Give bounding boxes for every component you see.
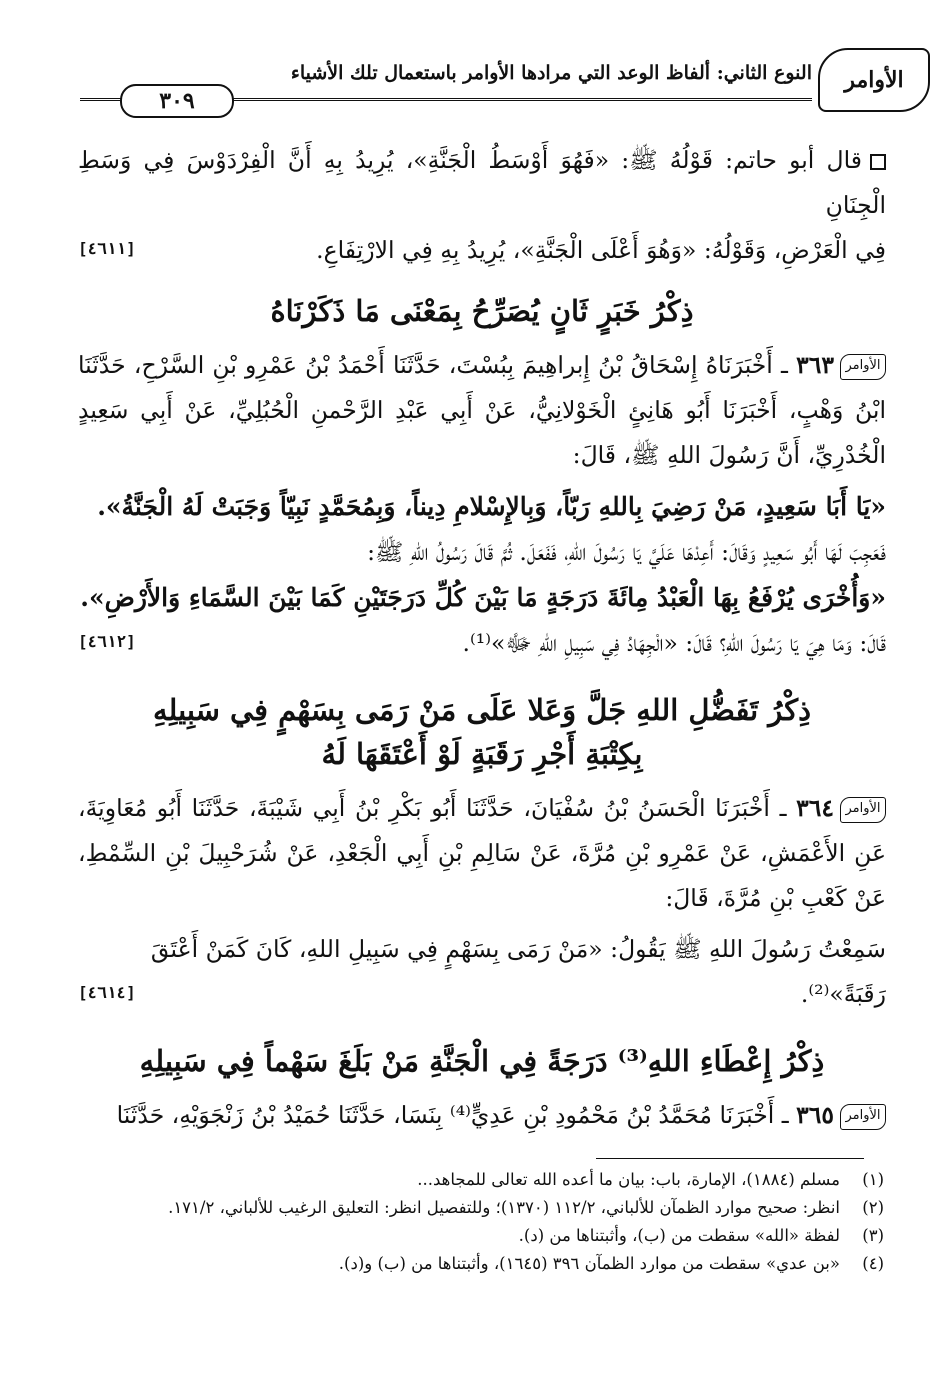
page-number: ٣٠٩ [120,84,234,118]
hadith-reference: [٤٦١٢] [78,632,136,651]
isnad-paragraph: الأوامر٣٦٥ ـ أَخْبَرَنَا مُحَمَّدُ بْنُ مَحْمُودِ بْنِ عَدِيٍّ⁽⁴⁾ بِنَسَا، حَدَّثَنَا حُمَيْدُ بْنُ زَنْجَوَيْهِ، حَدَّثَنَا [78,1093,886,1138]
section-badge-icon: الأوامر [840,354,886,380]
isnad-paragraph: الأوامر٣٦٣ ـ أَخْبَرَنَاهُ إِسْحَاقُ بْنُ إِبراهِيمَ بِبُسْتَ، حَدَّثَنَا أَحْمَدُ بْنُ عَمْرِو بْنِ السَّرْحِ، حَدَّثَنَا ابْنُ وَهْبٍ، أَخْبَرَنَا أَبُو هَانِئٍ الْخَوْلانِيُّ، عَنْ أَبِي عَبْدِ الرَّحْمنِ الْحُبُلِيِّ، عَنْ أَبِي سَعِيدٍ الْخُدْرِيِّ، أَنَّ رَسُولَ اللهِ ﷺ، قَالَ: [78,351,886,469]
footnote [80,1250,884,1278]
matn-line: رَقَبَةً»⁽²⁾. [800,980,886,1008]
section-title: ذِكْرُ خَبَرٍ ثَانٍ يُصَرِّحُ بِمَعْنَى مَا ذَكَرْنَاهُ [270,294,694,328]
isnad-line: عَنِ الأَعْمَشِ، عَنْ عَمْرِو بْنِ مُرَّةَ، عَنْ سَالِمِ بْنِ أَبِي الْجَعْدِ، عَنْ شُرَحْبِيلَ بْنِ السِّمْطِ، عَنْ [78,839,886,912]
hadith-number: ٣٦٥ [796,1101,834,1129]
footnote [80,1194,884,1222]
isnad-line: الْخُدْرِيِّ، أَنَّ رَسُولَ اللهِ ﷺ، قَالَ: [572,441,886,469]
section-title [78,688,886,776]
hadith-number: ٣٦٣ [796,351,834,379]
footnote-text: «بن عدي» سقطت من موارد الظمآن ٣٩٦ (١٦٤٥)، وأثبتناها من (ب) و(د). [338,1254,840,1273]
section-title-line-1: ذِكْرُ تَفَضُّلِ اللهِ جَلَّ وَعَلا عَلَى مَنْ رَمَى بِسَهْمٍ فِي سَبِيلِهِ [152,693,812,727]
matn-text: «وَأُخْرَى يُرْفَعُ بِهَا الْعَبْدُ مِائَةَ دَرَجَةٍ مَا بَيْنَ كُلِّ دَرَجَتَيْنِ كَمَا بَيْنَ السَّمَاءِ وَالأَرْضِ». [80,583,886,612]
footnote-text: لفظة «الله» سقطت من (ب)، وأثبتناها من (د). [518,1226,840,1245]
footnote-rule [596,1158,864,1159]
footnote-number: (٤) [862,1254,884,1273]
matn-text: «يَا أَبَا سَعِيدٍ، مَنْ رَضِيَ بِاللهِ رَبّاً، وَبِالإِسْلامِ دِيناً، وَبِمُحَمَّدٍ نَبِيّاً وَجَبَتْ لَهُ الْجَنَّةُ». [97,492,886,521]
section-title-line-2: بِكِتْبَةِ أَجْرِ رَقَبَةٍ لَوْ أَعْتَقَهَا لَهُ [321,737,643,771]
section-badge-icon: الأوامر [840,1104,886,1130]
isnad-line: حَدَّثَنَا ابْنُ وَهْبٍ، أَخْبَرَنَا أَبُو هَانِئٍ الْخَوْلانِيُّ، عَنْ أَبِي عَبْدِ الرَّحْمنِ الْحُبُلِيِّ، عَنْ أَبِي سَعِيدٍ [78,351,886,424]
footnote-text: انظر: صحيح موارد الظمآن للألباني، ١١٢/٢ (١٣٧٠)؛ وللتفصيل انظر: التعليق الرغيب للألباني، ١٧١/٢. [168,1198,840,1217]
matn-paragraph [78,927,886,1017]
closing-text: قَالَ: وَمَا هِيَ يَا رَسُولَ اللهِ؟ قَالَ: «الْجِهَادُ فِي سَبِيلِ اللهِ ﷻ»⁽¹⁾. [462,629,886,657]
isnad-line: أَخْبَرَنَاهُ إِسْحَاقُ بْنُ إِبراهِيمَ بِبُسْتَ، حَدَّثَنَا أَحْمَدُ بْنُ عَمْرِو بْنِ السَّرْحِ، [133,351,773,379]
isnad-line: أَخْبَرَنَا مُحَمَّدُ بْنُ مَحْمُودِ بْنِ عَدِيٍّ⁽⁴⁾ بِنَسَا، حَدَّثَنَا حُمَيْدُ بْنُ زَنْجَوَيْهِ، حَدَّثَنَا [116,1101,775,1129]
footnote-number: (١) [862,1170,884,1189]
isnad-paragraph: الأوامر٣٦٤ ـ أَخْبَرَنَا الْحَسَنُ بْنُ سُفْيَانَ، حَدَّثَنَا أَبُو بَكْرِ بْنُ أَبِي شَيْبَةَ، حَدَّثَنَا أَبُو مُعَاوِيَةَ، عَنِ الأَعْمَشِ، عَنْ عَمْرِو بْنِ مُرَّةَ، عَنْ سَالِمِ بْنِ أَبِي الْجَعْدِ، عَنْ شُرَحْبِيلَ بْنِ السِّمْطِ، عَنْ كَعْبِ بْنِ مُرَّةَ، قَالَ: [78,794,886,912]
section-title: ذِكْرُ إِعْطَاءِ اللهِ⁽³⁾ دَرَجَةً فِي الْجَنَّةِ مَنْ بَلَغَ سَهْماً فِي سَبِيلِهِ [139,1044,825,1078]
hadith-reference: [٤٦١١] [78,239,136,258]
footnote [80,1166,884,1194]
section-badge-icon: الأوامر [840,797,886,823]
hadith-reference: [٤٦١٤] [78,983,136,1002]
intro-paragraph [78,138,886,273]
footnote-number: (٢) [862,1198,884,1217]
footnote-number: (٣) [862,1226,884,1245]
page-body [78,138,886,1138]
footnote-text: مسلم (١٨٨٤)، الإمارة، باب: بيان ما أعده الله تعالى للمجاهد... [417,1170,840,1189]
footnote [80,1222,884,1250]
isnad-line: أَخْبَرَنَا الْحَسَنُ بْنُ سُفْيَانَ، حَدَّثَنَا أَبُو بَكْرِ بْنُ أَبِي شَيْبَةَ، حَدَّثَنَا أَبُو مُعَاوِيَةَ، [78,794,770,822]
page-header [80,40,930,122]
narration-text: فَعَجِبَ لَهَا أَبُو سَعِيدٍ وَقَالَ: أَعِدْهَا عَلَيَّ يَا رَسُولَ اللهِ، فَفَعَلَ. ثُمَّ قَالَ رَسُولُ اللهِ ﷺ: [367,538,886,566]
footnotes [80,1166,884,1278]
matn-line: سَمِعْتُ رَسُولَ اللهِ ﷺ يَقُولُ: «مَنْ رَمَى بِسَهْمٍ فِي سَبِيلِ اللهِ، كَانَ كَمَنْ أَعْتَقَ [150,935,886,963]
hadith-number: ٣٦٤ [796,794,834,822]
isnad-line: كَعْبِ بْنِ مُرَّةَ، قَالَ: [665,884,847,912]
running-title: النوع الثاني: ألفاظ الوعد التي مرادها الأوامر باستعمال تلك الأشياء [290,62,812,84]
square-bullet-icon [870,154,886,170]
book-emblem: الأوامر [818,48,930,112]
closing-paragraph [78,621,886,666]
intro-line-2: فِي الْعَرْضِ، وَقَوْلُهُ: «وَهُوَ أَعْلَى الْجَنَّةِ»، يُرِيدُ بِهِ فِي الارْتِفَاعِ. [316,236,886,264]
intro-line-1: قال أبو حاتم: قَوْلُهُ ﷺ: «فَهُوَ أَوْسَطُ الْجَنَّةِ»، يُرِيدُ بِهِ أَنَّ الْفِرْدَوْسَ فِي وَسَطِ الْجِنَانِ [78,146,886,219]
